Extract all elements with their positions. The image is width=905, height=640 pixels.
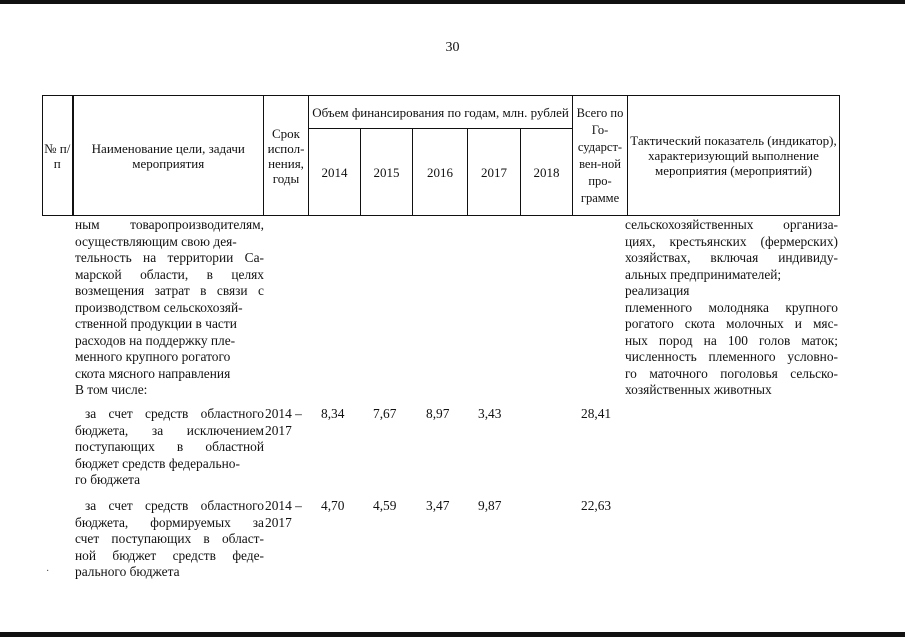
text-line: менного крупного рогатого xyxy=(75,349,231,364)
text-line: хозяйствах, включая индивиду- xyxy=(625,250,838,265)
text-line: за счет средств областного xyxy=(85,406,264,421)
term-start: 2014 – xyxy=(265,498,302,513)
text-line: скота мясного направления xyxy=(75,365,231,381)
text-line: сельскохозяйственных организа- xyxy=(625,217,838,232)
text-line: ным товаропроизводителям, xyxy=(75,217,264,232)
text-line: циях, крестьянских (фермерских) xyxy=(625,233,838,249)
bottom-border-rule xyxy=(0,632,905,637)
header-indicator: Тактический показатель (индикатор), характеризующий выполнение мероприятия (мероприятий) xyxy=(628,96,840,216)
row-2-total: 22,63 xyxy=(581,498,612,513)
header-year-2015: 2015 xyxy=(361,129,413,216)
header-name: Наименование цели, задачи мероприятия xyxy=(73,96,264,216)
row-1-value-2017: 3,43 xyxy=(478,406,502,421)
text-line: марской области, в целях xyxy=(75,266,264,282)
row-1-value-2015: 7,67 xyxy=(373,406,397,421)
row-2-value-2015: 4,59 xyxy=(373,498,397,513)
text-line: реализация xyxy=(625,283,690,298)
text-line: тельность на территории Са- xyxy=(75,250,264,265)
text-line: за счет средств областного xyxy=(85,498,264,513)
text-line: ной бюджет средств феде- xyxy=(75,547,264,563)
text-line: племенного молодняка крупного xyxy=(625,299,838,315)
text-line: альных предпринимателей; xyxy=(625,266,782,282)
header-total: Всего по Го-сударст-вен-ной про-грамме xyxy=(573,96,628,216)
measure-description xyxy=(75,217,264,399)
text-line: рального бюджета xyxy=(75,564,180,579)
row-1-value-2016: 8,97 xyxy=(426,406,450,421)
row-1-total: 28,41 xyxy=(581,406,612,421)
scan-speck: · xyxy=(46,566,50,577)
header-term: Срок испол-нения, годы xyxy=(264,96,309,216)
page-number: 30 xyxy=(445,40,460,55)
table-header xyxy=(42,95,840,216)
header-year-2017: 2017 xyxy=(468,129,521,216)
header-num: № п/п xyxy=(43,96,73,216)
row-2-description xyxy=(75,498,264,581)
text-line: возмещения затрат в связи с xyxy=(75,283,264,298)
text-line: хозяйственных животных xyxy=(625,382,772,397)
indicator-description xyxy=(625,217,838,399)
header-funding: Объем финансирования по годам, млн. рублей xyxy=(309,96,573,129)
header-year-2018: 2018 xyxy=(521,129,573,216)
text-line: ных пород на 100 голов маток; xyxy=(625,332,838,348)
row-1-term xyxy=(265,406,302,439)
text-line: бюджета, формируемых за xyxy=(75,514,264,530)
row-2-value-2014: 4,70 xyxy=(321,498,345,513)
text-line: бюджета, за исключением xyxy=(75,422,264,438)
row-1-value-2014: 8,34 xyxy=(321,406,345,421)
header-year-2014: 2014 xyxy=(309,129,361,216)
text-line: го маточного поголовья сельско- xyxy=(625,365,838,381)
row-1-description xyxy=(75,406,264,489)
row-2-value-2017: 9,87 xyxy=(478,498,502,513)
text-line: счет поступающих в област- xyxy=(75,531,264,546)
header-year-2016: 2016 xyxy=(413,129,468,216)
text-line: ственной продукции в части xyxy=(75,316,237,331)
term-start: 2014 – xyxy=(265,406,302,421)
text-line: го бюджета xyxy=(75,472,141,487)
including-label: В том числе: xyxy=(75,382,148,397)
term-end: 2017 xyxy=(265,422,292,438)
text-line: осуществляющим свою дея- xyxy=(75,233,237,249)
term-end: 2017 xyxy=(265,514,292,530)
text-line: поступающих в областной xyxy=(75,439,264,454)
text-line: рогатого скота молочных и мяс- xyxy=(625,316,838,331)
text-line: численность племенного условно- xyxy=(625,349,838,364)
row-2-term xyxy=(265,498,302,531)
text-line: расходов на поддержку пле- xyxy=(75,332,236,348)
row-2-value-2016: 3,47 xyxy=(426,498,450,513)
text-line: бюджет средств федерально- xyxy=(75,455,240,471)
top-border-rule xyxy=(0,0,905,4)
text-line: производством сельскохозяй- xyxy=(75,299,243,315)
